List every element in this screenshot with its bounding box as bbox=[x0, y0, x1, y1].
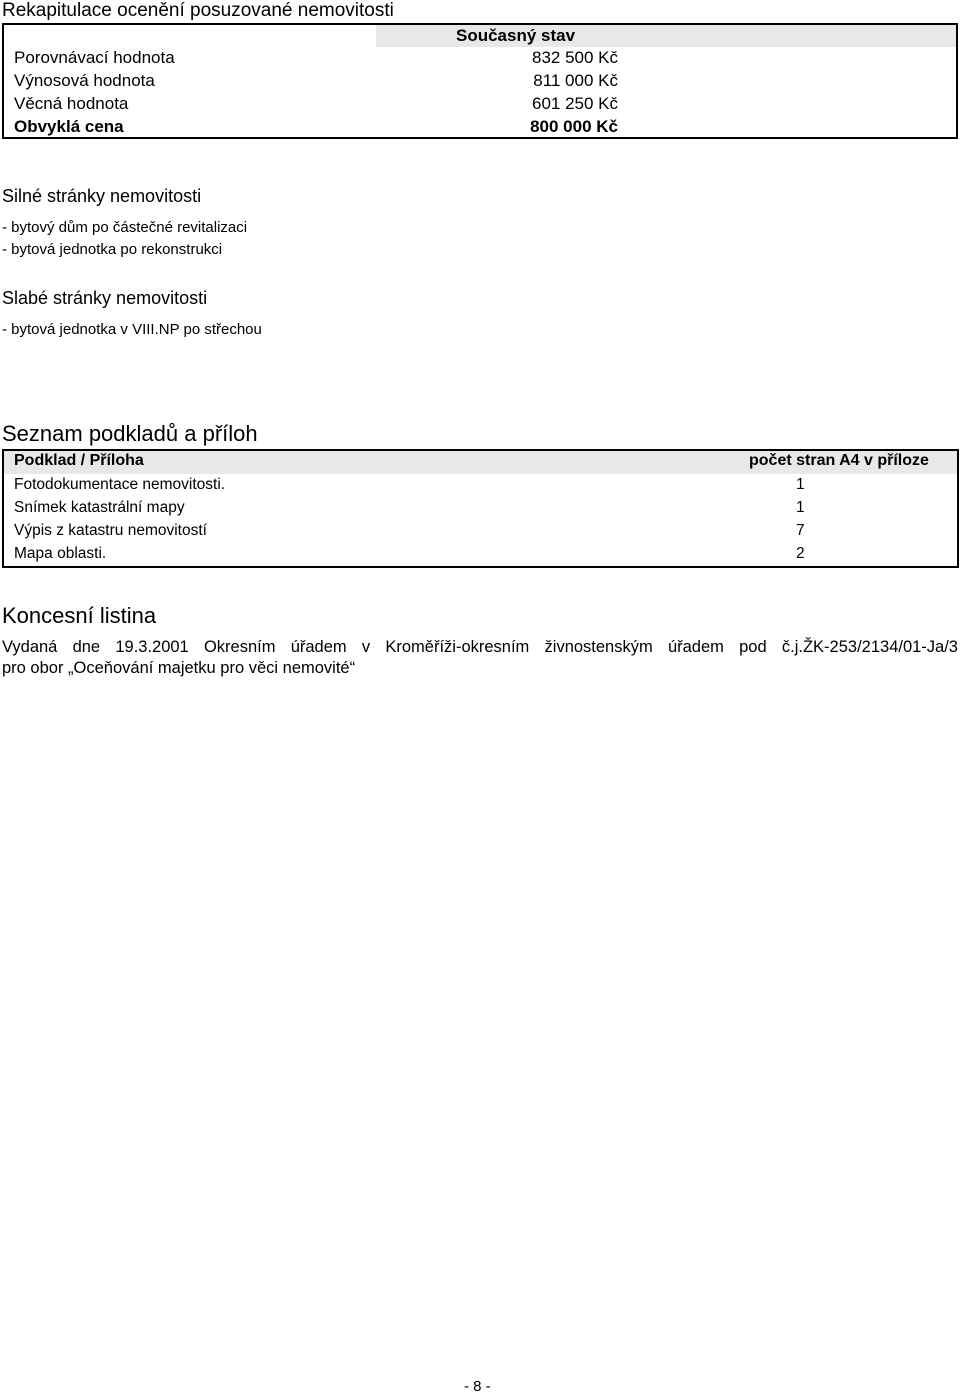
strengths-item: - bytový dům po částečné revitalizaci bbox=[2, 219, 248, 236]
attachment-name: Snímek katastrální mapy bbox=[14, 499, 185, 516]
recap-label-market-price: Obvyklá cena bbox=[14, 117, 124, 136]
recap-value-market-price: 800 000 Kč bbox=[530, 117, 618, 136]
recap-label-income: Výnosová hodnota bbox=[14, 71, 155, 90]
strengths-item: - bytová jednotka po rekonstrukci bbox=[2, 241, 223, 258]
recap-label-cost: Věcná hodnota bbox=[14, 94, 129, 113]
recap-value-comparative: 832 500 Kč bbox=[531, 48, 618, 67]
recap-title: Rekapitulace ocenění posuzované nemovitosti bbox=[2, 0, 394, 21]
license-text-line1: Vydaná dne 19.3.2001 Okresním úřadem v Kroměříži-okresním živnostenským úřadem pod č.j.ŽK-253/2134/01-Ja/3 bbox=[2, 638, 958, 656]
recap-label-comparative: Porovnávací hodnota bbox=[14, 48, 175, 67]
recap-value-cost: 601 250 Kč bbox=[531, 94, 618, 113]
weaknesses-title: Slabé stránky nemovitosti bbox=[2, 288, 208, 308]
recap-column-header: Současný stav bbox=[456, 26, 576, 45]
attachment-pages: 1 bbox=[796, 499, 805, 516]
attachment-name: Mapa oblasti. bbox=[14, 545, 107, 562]
attachments-header-count: počet stran A4 v příloze bbox=[749, 452, 929, 469]
attachment-name: Výpis z katastru nemovitostí bbox=[14, 522, 207, 539]
license-text-line2: pro obor „Oceňování majetku pro věci nemovité“ bbox=[2, 659, 356, 677]
attachments-header-item: Podklad / Příloha bbox=[14, 452, 144, 469]
attachment-name: Fotodokumentace nemovitosti. bbox=[14, 476, 226, 493]
weaknesses-item: - bytová jednotka v VIII.NP po střechou bbox=[2, 321, 262, 338]
attachments-title: Seznam podkladů a příloh bbox=[2, 421, 258, 446]
license-title: Koncesní listina bbox=[2, 603, 157, 628]
page-number: - 8 - bbox=[464, 1378, 491, 1395]
recap-value-income: 811 000 Kč bbox=[533, 71, 618, 90]
attachment-pages: 2 bbox=[796, 545, 805, 562]
attachment-pages: 1 bbox=[796, 476, 805, 493]
strengths-title: Silné stránky nemovitosti bbox=[2, 186, 202, 206]
attachment-pages: 7 bbox=[796, 522, 805, 539]
